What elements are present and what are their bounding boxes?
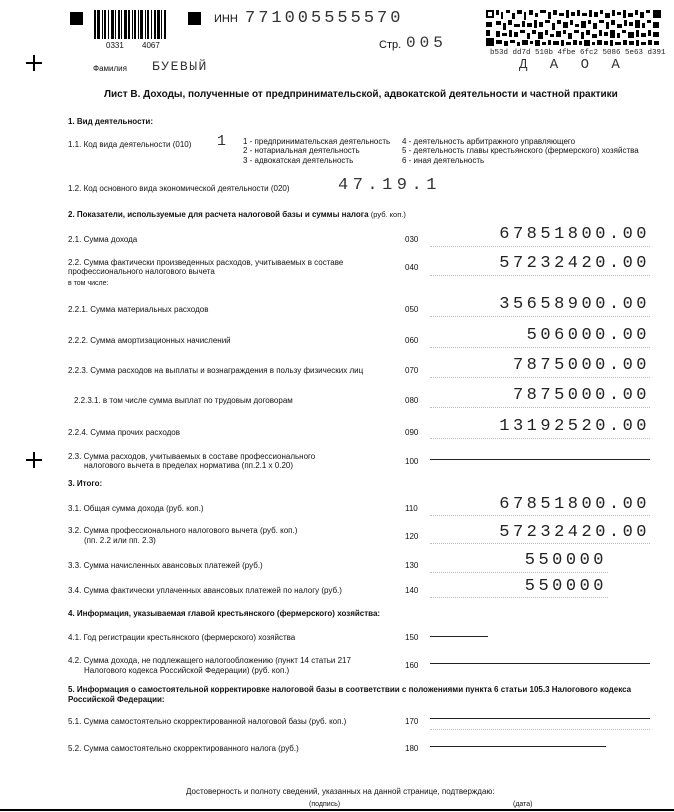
corner-marker-left: [70, 12, 83, 25]
date-caption: (дата): [513, 801, 533, 808]
section2-heading-unit: (руб. коп.): [370, 210, 406, 219]
section5-heading: 5. Информация о самостоятельной корректировке налоговой базы в соответствии с положениями пункта 6 статьи 105.3 Налогового кодекса: [68, 685, 632, 694]
section4-heading: 4. Информация, указываемая главой крестьянского (фермерского) хозяйства:: [68, 609, 381, 618]
page-value: 005: [406, 34, 447, 52]
value-line: [430, 459, 650, 460]
row-value: 35658900.00: [499, 295, 650, 314]
row-label: 2.2.2. Сумма амортизационных начислений: [68, 336, 231, 345]
row-value: 13192520.00: [499, 417, 650, 436]
row-label: 2.2.3. Сумма расходов на выплаты и вознаграждения в пользу физических лиц: [68, 366, 364, 375]
barcode-number-left: 0331: [106, 41, 124, 50]
row-label: 4.2. Сумма дохода, не подлежащего налогообложению (пункт 14 статьи 217: [68, 656, 351, 665]
inn-label: ИНН: [214, 13, 238, 25]
activity-option: 3 - адвокатская деятельность: [243, 156, 354, 165]
value-dotline: [430, 515, 650, 516]
qr-code: [486, 10, 661, 46]
section5-heading-cont: Российской Федерации:: [68, 695, 165, 704]
row-code: 040: [405, 263, 419, 272]
value-dotline: [430, 407, 650, 408]
row-code: 090: [405, 428, 419, 437]
value-line: [430, 636, 488, 637]
row-value: 506000.00: [526, 326, 650, 345]
row-value: 67851800.00: [499, 495, 650, 514]
row-label: 3.3. Сумма начисленных авансовых платежей (руб.): [68, 561, 263, 570]
row-1-1-value: 1: [217, 133, 231, 150]
value-dotline: [430, 316, 650, 317]
value-dotline: [430, 275, 650, 276]
row-code: 120: [405, 532, 419, 541]
in-that-number: в том числе:: [68, 280, 109, 287]
row-code: 030: [405, 235, 419, 244]
value-dotline: [430, 246, 650, 247]
page-title: Лист В. Доходы, полученные от предпринимательской, адвокатской деятельности и частной практики: [104, 89, 618, 100]
row-value: 67851800.00: [499, 225, 650, 244]
row-value: 550000: [524, 551, 607, 570]
row-1-1-label: 1.1. Код вида деятельности (010): [68, 140, 192, 149]
corner-marker-mid: [188, 12, 201, 25]
row-label-cont: профессионального налогового вычета: [68, 267, 215, 276]
row-1-2-label: 1.2. Код основного вида экономической деятельности (020): [68, 184, 290, 193]
row-value: 7875000.00: [512, 386, 650, 405]
row-code: 170: [405, 717, 419, 726]
row-label: 2.2. Сумма фактически произведенных расходов, учитываемых в составе: [68, 258, 344, 267]
value-dotline: [430, 543, 650, 544]
row-code: 100: [405, 457, 419, 466]
value-dotline: [430, 572, 608, 573]
value-dotline: [430, 347, 650, 348]
row-code: 070: [405, 366, 419, 375]
activity-option: 5 - деятельность главы крестьянского (фермерского) хозяйства: [402, 146, 639, 155]
row-code: 050: [405, 305, 419, 314]
activity-option: 1 - предпринимательская деятельность: [243, 137, 391, 146]
row-code: 160: [405, 661, 419, 670]
section3-heading: 3. Итого:: [68, 479, 103, 488]
surname-label: Фамилия: [93, 64, 127, 73]
value-line: [430, 718, 650, 719]
row-code: 060: [405, 336, 419, 345]
row-value: 57232420.00: [499, 254, 650, 273]
registration-cross-mid: [26, 452, 42, 468]
value-dotline: [430, 438, 650, 439]
row-1-2-value: 47.19.1: [338, 176, 441, 195]
row-label: 2.2.3.1. в том числе сумма выплат по трудовым договорам: [74, 396, 293, 405]
activity-option: 6 - иная деятельность: [402, 156, 485, 165]
row-code: 140: [405, 586, 419, 595]
surname-value: БУЕВЫЙ: [152, 59, 208, 74]
row-label: 3.4. Сумма фактически уплаченных авансовых платежей по налогу (руб.): [68, 586, 342, 595]
inn-value: 771005555570: [245, 9, 404, 28]
activity-option: 4 - деятельность арбитражного управляющего: [402, 137, 576, 146]
barcode-left: [94, 10, 166, 39]
signature-caption: (подпись): [309, 801, 341, 808]
row-label-cont: (пп. 2.2 или пп. 2.3): [84, 536, 156, 545]
row-label: 4.1. Год регистрации крестьянского (фермерского) хозяйства: [68, 633, 296, 642]
row-label: 5.2. Сумма самостоятельно скорректированного налога (руб.): [68, 744, 299, 753]
qr-hash: b53d dd7d 510b 4fbe 6fc2 5086 5e63 d391: [490, 49, 666, 57]
row-label: 2.2.1. Сумма материальных расходов: [68, 305, 209, 314]
barcode-number-right: 4067: [142, 41, 160, 50]
row-value: 550000: [524, 577, 607, 596]
row-label: 3.2. Сумма профессионального налогового вычета (руб. коп.): [68, 526, 298, 535]
row-label-cont: налогового вычета в пределах норматива (пп.2.1 x 0.20): [84, 461, 294, 470]
footer-confirm: Достоверность и полноту сведений, указанных на данной странице, подтверждаю:: [186, 787, 495, 796]
bottom-rule: [0, 809, 674, 811]
section2-heading: [68, 210, 406, 220]
section1-heading: 1. Вид деятельности:: [68, 117, 154, 126]
row-label: 2.2.4. Сумма прочих расходов: [68, 428, 180, 437]
row-label: 2.3. Сумма расходов, учитываемых в составе профессионального: [68, 452, 316, 461]
row-code: 080: [405, 396, 419, 405]
row-label: 2.1. Сумма дохода: [68, 235, 138, 244]
row-code: 110: [405, 504, 418, 513]
row-code: 130: [405, 561, 419, 570]
value-dotline: [430, 597, 608, 598]
value-line: [430, 746, 606, 747]
row-label: 3.1. Общая сумма дохода (руб. коп.): [68, 504, 204, 513]
value-dotline: [430, 729, 650, 730]
page-label: Стр.: [379, 39, 402, 51]
row-value: 57232420.00: [499, 523, 650, 542]
activity-option: 2 - нотариальная деятельность: [243, 146, 360, 155]
row-code: 180: [405, 744, 419, 753]
value-dotline: [430, 377, 650, 378]
value-line: [430, 663, 650, 664]
initials: Д А О А: [519, 57, 627, 73]
row-code: 150: [405, 633, 419, 642]
row-label-cont: Налогового кодекса Российской Федерации) (руб. коп.): [84, 666, 290, 675]
registration-cross-top: [26, 55, 42, 71]
row-label: 5.1. Сумма самостоятельно скорректированной налоговой базы (руб. коп.): [68, 717, 347, 726]
section2-heading-text: 2. Показатели, используемые для расчета налоговой базы и суммы налога: [68, 210, 369, 219]
row-value: 7875000.00: [512, 356, 650, 375]
